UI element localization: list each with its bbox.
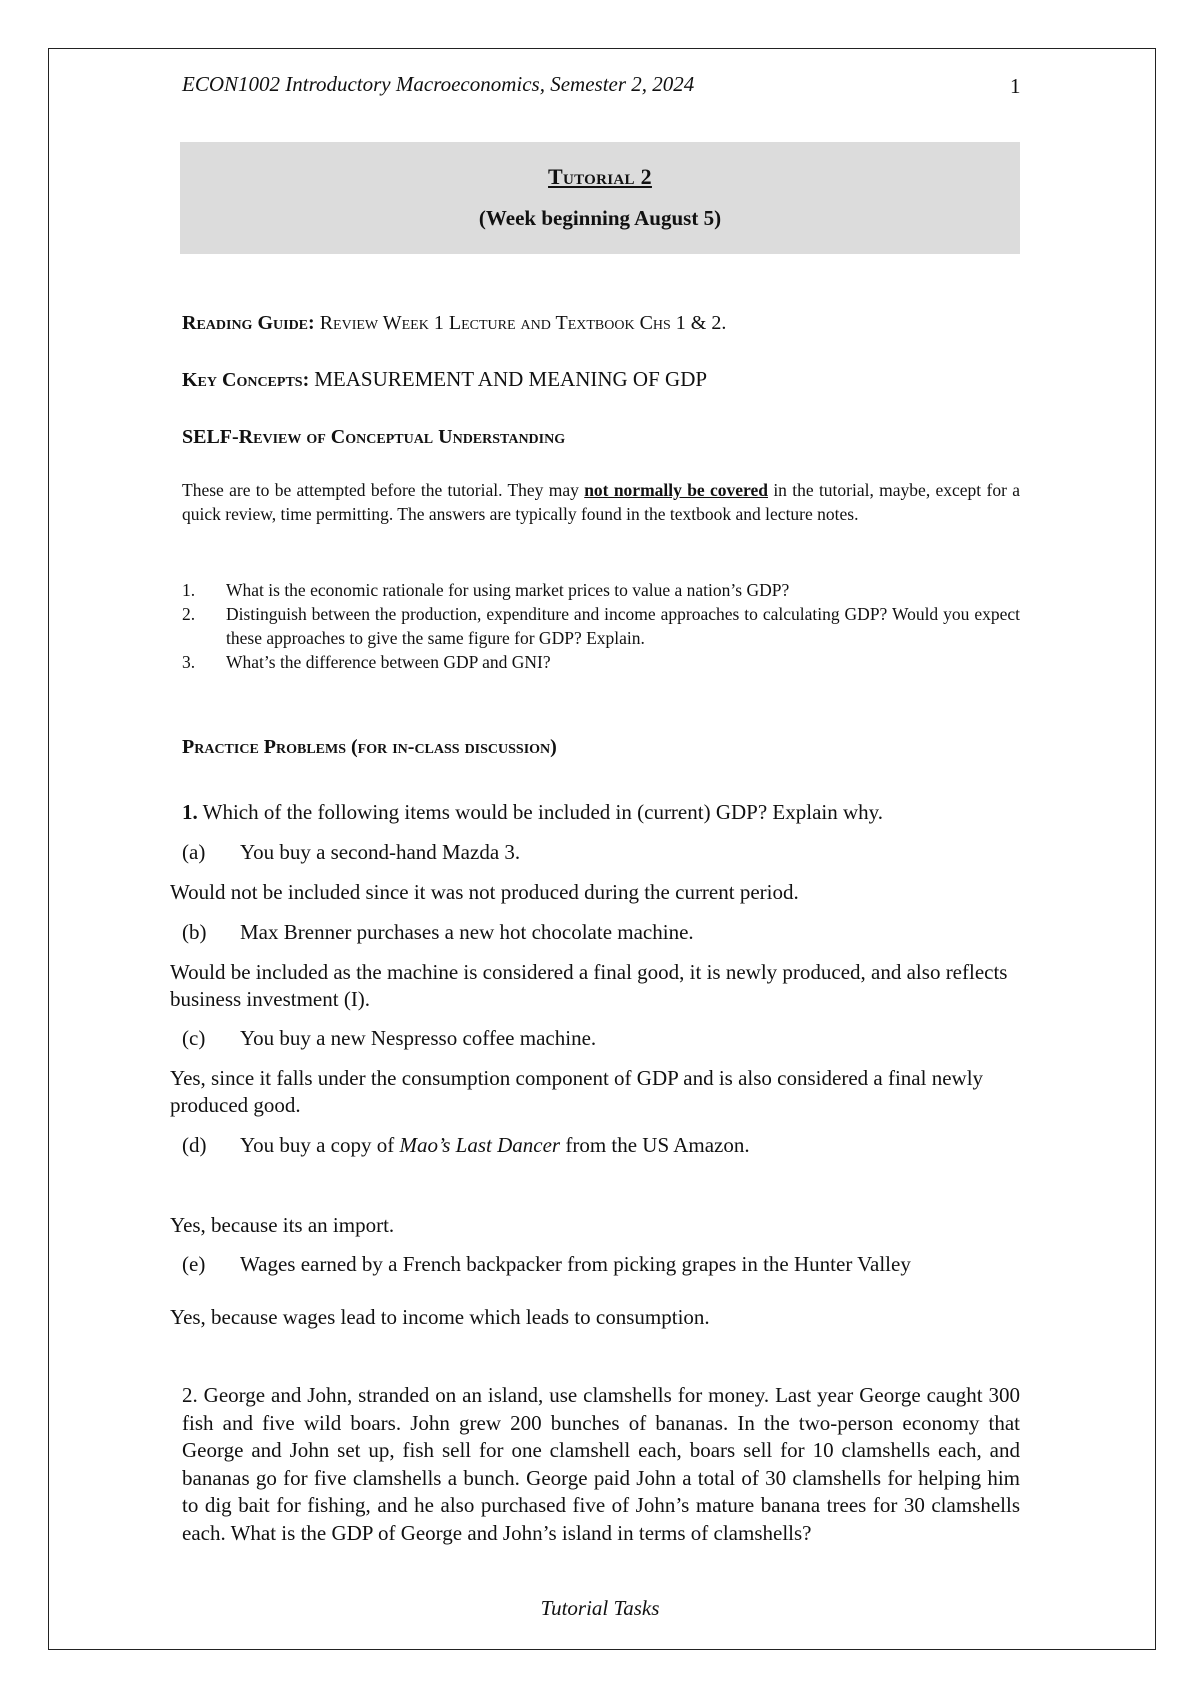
question-1 (182, 800, 883, 825)
reading-guide (182, 312, 726, 335)
item-letter: (e) (182, 1252, 206, 1276)
answer-d: Yes, because its an import. (170, 1213, 395, 1237)
book-title: Mao’s Last Dancer (399, 1133, 561, 1157)
reading-guide-label: Reading Guide: (182, 312, 315, 334)
tutorial-subtitle: (Week beginning August 5) (478, 206, 722, 230)
answer-c: Yes, since it falls under the consumption component of GDP and is also considered a final newly produced good. (170, 1066, 984, 1117)
item-letter: (a) (182, 840, 206, 864)
list-item (182, 578, 1020, 602)
practice-heading (182, 736, 557, 759)
item-text: Wages earned by a French backpacker from picking grapes in the Hunter Valley (240, 1252, 911, 1276)
course-header: ECON1002 Introductory Macroeconomics, Semester 2, 2024 (182, 72, 695, 96)
item-b (182, 920, 694, 945)
item-text: You buy a copy of (240, 1133, 400, 1157)
question-1-number: 1. (182, 800, 198, 824)
self-review-heading (182, 426, 565, 449)
item-text: Max Brenner purchases a new hot chocolate machine. (240, 920, 694, 944)
key-concepts-value: MEASUREMENT AND MEANING OF GDP (314, 367, 708, 391)
self-review-intro (182, 478, 1020, 526)
reading-guide-value: Review Week 1 Lecture and Textbook Chs 1 & 2. (319, 312, 727, 334)
list-item (182, 602, 1020, 650)
item-a (182, 840, 520, 865)
page-number: 1 (1010, 74, 1021, 98)
answer-b: Would be included as the machine is considered a final good, it is newly produced, and also reflects business investment (I). (170, 960, 1008, 1011)
list-item-number: 1. (182, 580, 196, 600)
answer-a: Would not be included since it was not produced during the current period. (170, 880, 799, 904)
list-item-text: What’s the difference between GDP and GNI? (226, 652, 551, 672)
item-e (182, 1252, 911, 1277)
list-item-number: 2. (182, 604, 196, 624)
practice-heading-text: Practice Problems (for in-class discussion) (182, 736, 557, 758)
key-concepts (182, 367, 707, 392)
item-text: You buy a new Nespresso coffee machine. (240, 1026, 597, 1050)
list-item (182, 650, 1020, 674)
page-footer: Tutorial Tasks (540, 1596, 660, 1620)
list-item-text: Distinguish between the production, expenditure and income approaches to calculating GDP? Would you expect these approaches to give the same figure for GDP? Explain. (226, 604, 1020, 648)
answer-e: Yes, because wages lead to income which leads to consumption. (170, 1305, 710, 1329)
item-text: You buy a second-hand Mazda 3. (240, 840, 521, 864)
item-c (182, 1026, 596, 1051)
intro-emphasis: not normally be covered (584, 480, 768, 500)
item-d (182, 1133, 750, 1158)
self-review-questions (182, 578, 1020, 674)
intro-text-start: These are to be attempted before the tutorial. They may (182, 480, 585, 500)
question-1-text: Which of the following items would be included in (current) GDP? Explain why. (202, 800, 884, 824)
question-2: 2. George and John, stranded on an island, use clamshells for money. Last year George caught 300 fish and five wild boars. John grew 200 bunches of bananas. In the two-person economy that George and John set up, fish sell for one clamshell each, boars sell for 10 clamshells each, and bananas go for five clamshells a bunch. George paid John a total of 30 clamshells for helping him to dig bait for fishing, and he also purchased five of John’s mature banana trees for 30 clamshells each. What is the GDP of George and John’s island in terms of clamshells? (182, 1383, 1020, 1545)
item-letter: (b) (182, 920, 207, 944)
list-item-number: 3. (182, 652, 196, 672)
title-box (180, 142, 1020, 254)
item-letter: (c) (182, 1026, 206, 1050)
item-letter: (d) (182, 1133, 207, 1157)
key-concepts-label: Key Concepts: (182, 369, 310, 391)
tutorial-title: Tutorial 2 (548, 164, 652, 189)
intro-text-end: in the tutorial, maybe, except for a quick review, time permitting. The answers are typically found in the textbook and lecture notes. (182, 480, 1020, 524)
list-item-text: What is the economic rationale for using market prices to value a nation’s GDP? (226, 580, 790, 600)
self-review-heading-text: SELF-Review of Conceptual Understanding (182, 426, 566, 448)
item-text-end: from the US Amazon. (560, 1133, 750, 1157)
